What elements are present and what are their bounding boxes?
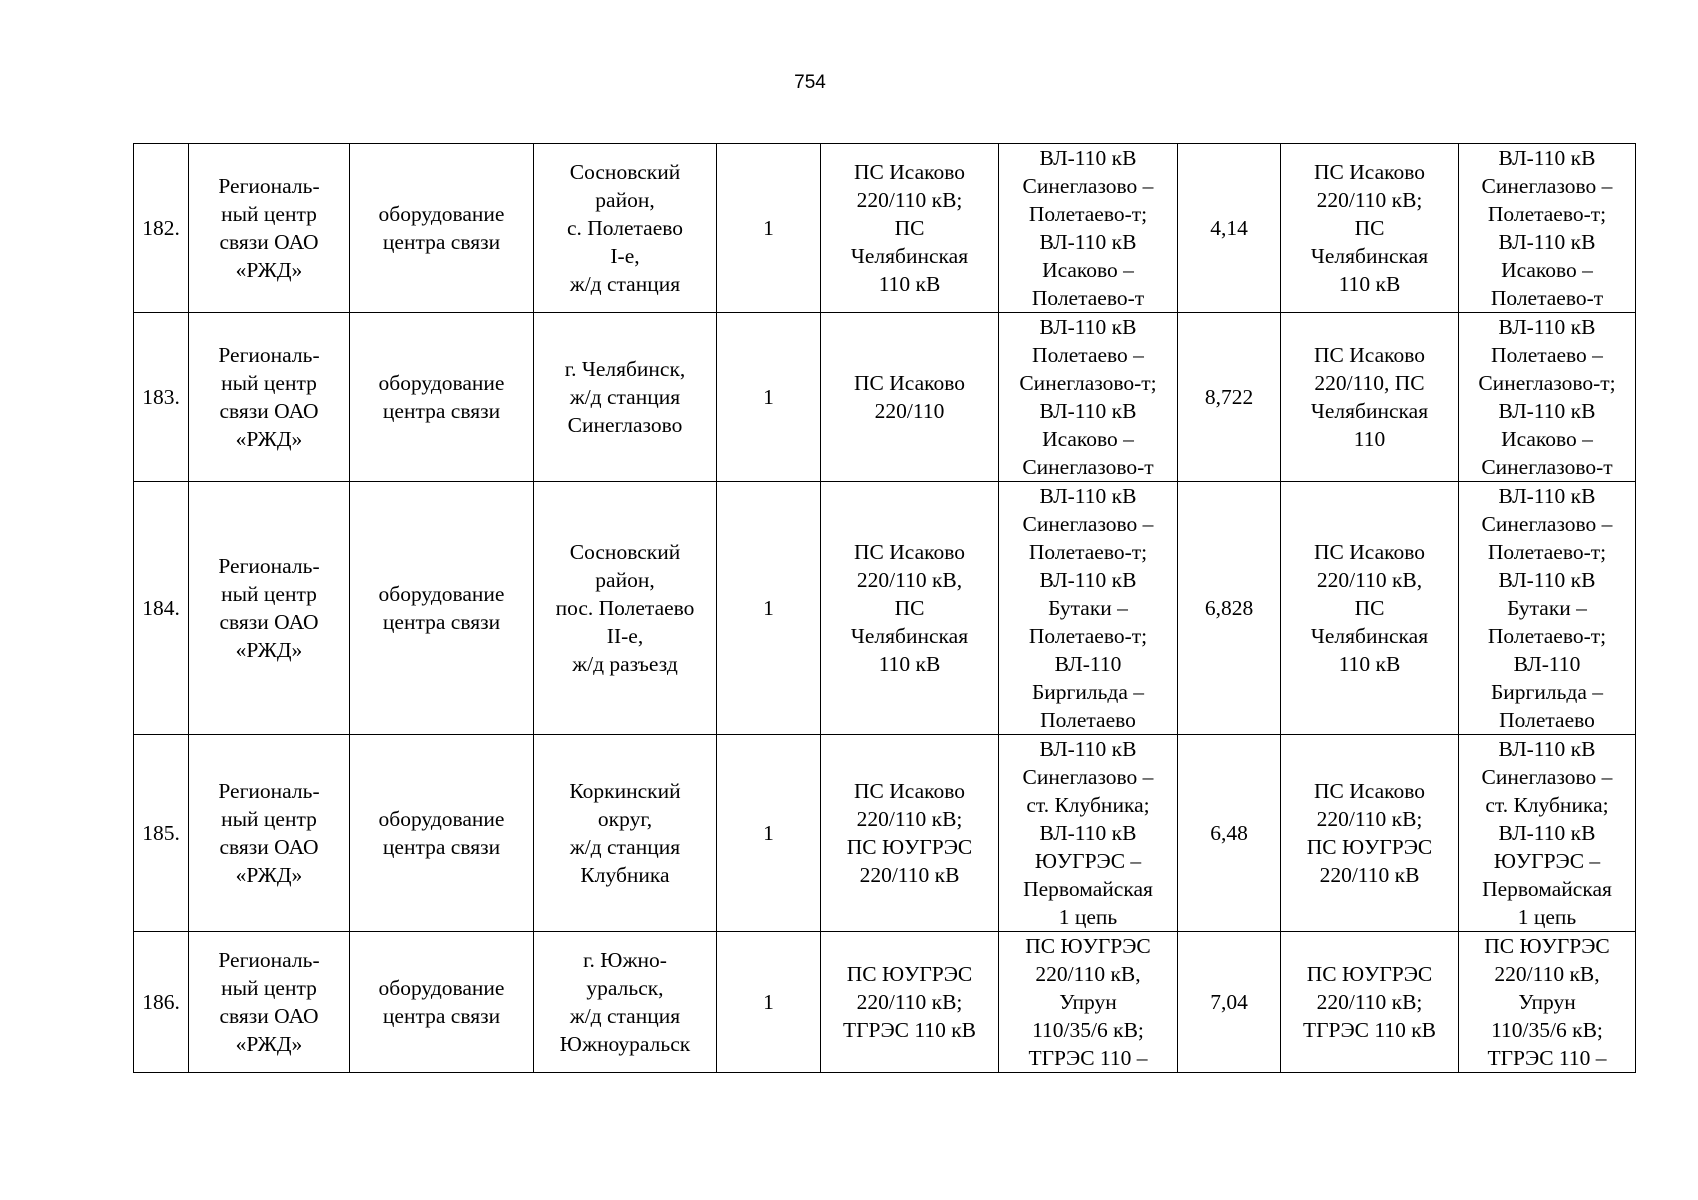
table-row <box>134 482 1636 735</box>
lines-cell: ВЛ-110 кВ Синеглазово – Полетаево-т; ВЛ-110 кВ Бутаки – Полетаево-т; ВЛ-110 Биргильда – Полетаево <box>999 482 1178 735</box>
lines-cell-2: ВЛ-110 кВ Синеглазово – Полетаево-т; ВЛ-110 кВ Исаково – Полетаево-т <box>1459 144 1636 313</box>
category-cell: 1 <box>717 482 821 735</box>
object-cell: оборудование центра связи <box>350 144 534 313</box>
distance-cell: 6,828 <box>1178 482 1281 735</box>
row-number: 183. <box>134 313 189 482</box>
location-cell: Коркинский округ, ж/д станция Клубника <box>534 735 717 932</box>
substations-cell-2: ПС Исаково 220/110 кВ, ПС Челябинская 110 кВ <box>1281 482 1459 735</box>
lines-cell: ПС ЮУГРЭС 220/110 кВ, Упрун 110/35/6 кВ; ТГРЭС 110 – <box>999 932 1178 1073</box>
substations-table <box>133 143 1636 1073</box>
category-cell: 1 <box>717 313 821 482</box>
table-row <box>134 932 1636 1073</box>
applicant-cell: Региональ- ный центр связи ОАО «РЖД» <box>189 144 350 313</box>
row-number: 184. <box>134 482 189 735</box>
object-cell: оборудование центра связи <box>350 735 534 932</box>
location-cell: Сосновский район, с. Полетаево I-е, ж/д станция <box>534 144 717 313</box>
row-number: 182. <box>134 144 189 313</box>
substations-cell: ПС Исаково 220/110 <box>821 313 999 482</box>
category-cell: 1 <box>717 144 821 313</box>
lines-cell-2: ВЛ-110 кВ Синеглазово – Полетаево-т; ВЛ-110 кВ Бутаки – Полетаево-т; ВЛ-110 Биргильда – Полетаево <box>1459 482 1636 735</box>
table-row <box>134 144 1636 313</box>
distance-cell: 8,722 <box>1178 313 1281 482</box>
category-cell: 1 <box>717 932 821 1073</box>
table-row <box>134 313 1636 482</box>
row-number: 186. <box>134 932 189 1073</box>
lines-cell-2: ВЛ-110 кВ Полетаево – Синеглазово-т; ВЛ-110 кВ Исаково – Синеглазово-т <box>1459 313 1636 482</box>
substations-cell: ПС Исаково 220/110 кВ; ПС ЮУГРЭС 220/110 кВ <box>821 735 999 932</box>
page-number: 754 <box>794 72 826 93</box>
distance-cell: 4,14 <box>1178 144 1281 313</box>
substations-cell-2: ПС Исаково 220/110, ПС Челябинская 110 <box>1281 313 1459 482</box>
substations-cell-2: ПС Исаково 220/110 кВ; ПС Челябинская 110 кВ <box>1281 144 1459 313</box>
location-cell: Сосновский район, пос. Полетаево II-е, ж/д разъезд <box>534 482 717 735</box>
lines-cell: ВЛ-110 кВ Синеглазово – Полетаево-т; ВЛ-110 кВ Исаково – Полетаево-т <box>999 144 1178 313</box>
object-cell: оборудование центра связи <box>350 482 534 735</box>
substations-cell-2: ПС Исаково 220/110 кВ; ПС ЮУГРЭС 220/110 кВ <box>1281 735 1459 932</box>
object-cell: оборудование центра связи <box>350 932 534 1073</box>
applicant-cell: Региональ- ный центр связи ОАО «РЖД» <box>189 735 350 932</box>
substations-cell: ПС Исаково 220/110 кВ; ПС Челябинская 110 кВ <box>821 144 999 313</box>
object-cell: оборудование центра связи <box>350 313 534 482</box>
lines-cell: ВЛ-110 кВ Полетаево – Синеглазово-т; ВЛ-110 кВ Исаково – Синеглазово-т <box>999 313 1178 482</box>
applicant-cell: Региональ- ный центр связи ОАО «РЖД» <box>189 932 350 1073</box>
lines-cell-2: ВЛ-110 кВ Синеглазово – ст. Клубника; ВЛ-110 кВ ЮУГРЭС – Первомайская 1 цепь <box>1459 735 1636 932</box>
location-cell: г. Южно- уральск, ж/д станция Южноуральск <box>534 932 717 1073</box>
substations-cell: ПС Исаково 220/110 кВ, ПС Челябинская 110 кВ <box>821 482 999 735</box>
lines-cell: ВЛ-110 кВ Синеглазово – ст. Клубника; ВЛ-110 кВ ЮУГРЭС – Первомайская 1 цепь <box>999 735 1178 932</box>
distance-cell: 7,04 <box>1178 932 1281 1073</box>
substations-cell: ПС ЮУГРЭС 220/110 кВ; ТГРЭС 110 кВ <box>821 932 999 1073</box>
applicant-cell: Региональ- ный центр связи ОАО «РЖД» <box>189 482 350 735</box>
lines-cell-2: ПС ЮУГРЭС 220/110 кВ, Упрун 110/35/6 кВ; ТГРЭС 110 – <box>1459 932 1636 1073</box>
location-cell: г. Челябинск, ж/д станция Синеглазово <box>534 313 717 482</box>
applicant-cell: Региональ- ный центр связи ОАО «РЖД» <box>189 313 350 482</box>
distance-cell: 6,48 <box>1178 735 1281 932</box>
row-number: 185. <box>134 735 189 932</box>
category-cell: 1 <box>717 735 821 932</box>
table-row <box>134 735 1636 932</box>
substations-cell-2: ПС ЮУГРЭС 220/110 кВ; ТГРЭС 110 кВ <box>1281 932 1459 1073</box>
